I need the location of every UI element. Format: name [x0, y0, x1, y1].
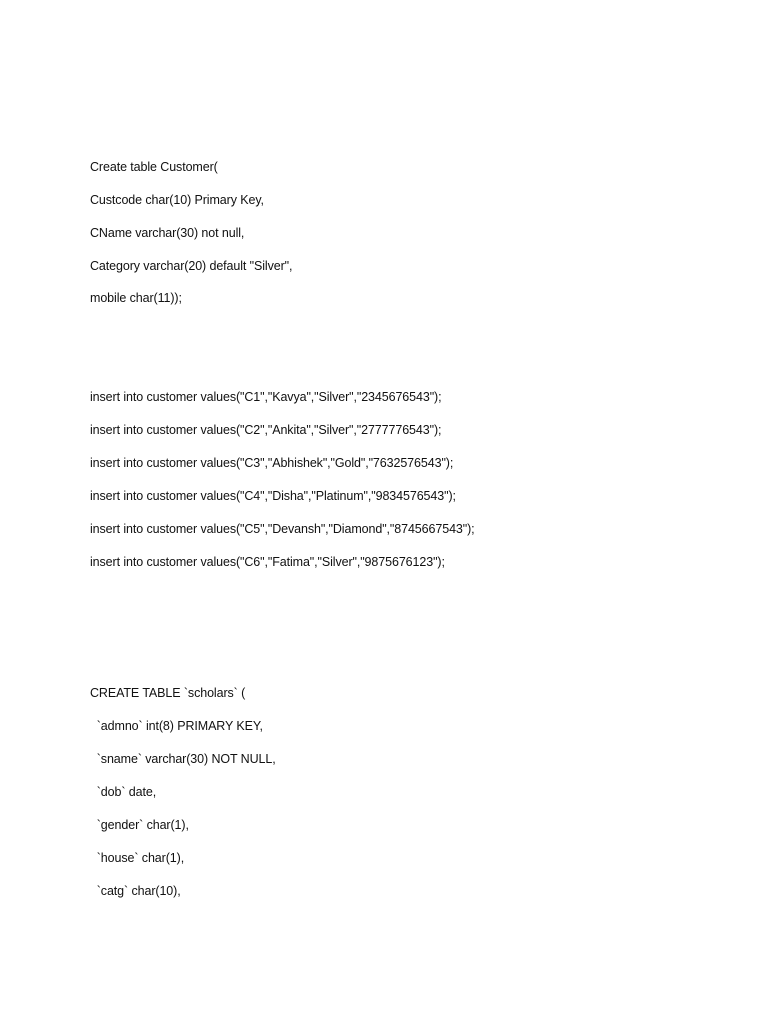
- sql-line: insert into customer values("C1","Kavya","Silver","2345676543");: [90, 390, 442, 404]
- sql-line: `sname` varchar(30) NOT NULL,: [90, 752, 276, 766]
- sql-line: Custcode char(10) Primary Key,: [90, 193, 264, 207]
- sql-line: insert into customer values("C4","Disha","Platinum","9834576543");: [90, 489, 456, 503]
- sql-line: `dob` date,: [90, 785, 157, 799]
- sql-line: `house` char(1),: [90, 851, 185, 865]
- sql-line: `catg` char(10),: [90, 884, 181, 898]
- sql-line: mobile char(11));: [90, 291, 182, 305]
- sql-line: insert into customer values("C2","Ankita","Silver","2777776543");: [90, 423, 442, 437]
- sql-line: insert into customer values("C3","Abhishek","Gold","7632576543");: [90, 456, 454, 470]
- sql-line: CName varchar(30) not null,: [90, 226, 245, 240]
- sql-line: Create table Customer(: [90, 160, 218, 174]
- sql-line: `gender` char(1),: [90, 818, 189, 832]
- sql-line: Category varchar(20) default "Silver",: [90, 259, 293, 273]
- sql-line: CREATE TABLE `scholars` (: [90, 686, 246, 700]
- sql-line: insert into customer values("C5","Devansh","Diamond","8745667543");: [90, 522, 475, 536]
- sql-line: insert into customer values("C6","Fatima","Silver","9875676123");: [90, 555, 445, 569]
- sql-line: `admno` int(8) PRIMARY KEY,: [90, 719, 263, 733]
